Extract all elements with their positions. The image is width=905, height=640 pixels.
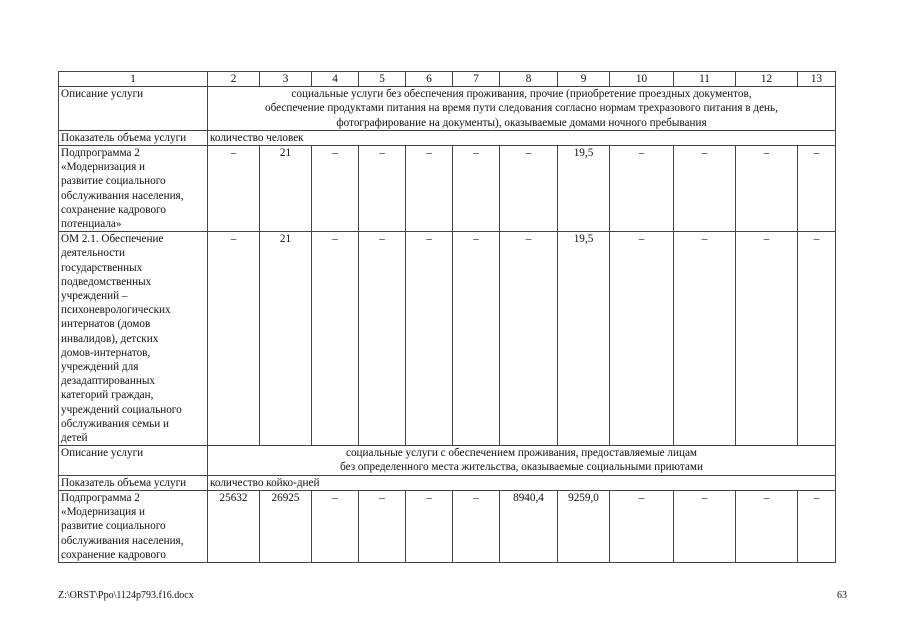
document-path: Z:\ORST\Ppo\1124p793.f16.docx — [58, 590, 194, 601]
row-value: – — [674, 490, 736, 562]
page-number: 63 — [837, 590, 847, 601]
volume-indicator-label: Показатель объема услуги — [59, 475, 208, 490]
col-number: 5 — [359, 72, 406, 87]
volume-indicator-row — [59, 130, 836, 145]
row-value: 26925 — [260, 490, 312, 562]
row-value: – — [736, 232, 798, 446]
row-value: – — [208, 146, 260, 232]
row-value: – — [312, 490, 359, 562]
row-value: – — [208, 232, 260, 446]
row-value: – — [674, 146, 736, 232]
row-value: – — [359, 490, 406, 562]
row-value: 19,5 — [558, 146, 610, 232]
volume-indicator-text: количество койко-дней — [208, 475, 836, 490]
service-description-text: социальные услуги без обеспечения проживания, прочие (приобретение проездных документов, обеспечение продуктами питания на время пути следования согласно нормам трехразового питания в день, фотографирование на документы), оказываемые домами ночного пребывания — [208, 87, 836, 131]
row-value: – — [406, 490, 453, 562]
row-value: 19,5 — [558, 232, 610, 446]
col-number: 11 — [674, 72, 736, 87]
row-value: – — [406, 232, 453, 446]
row-value: – — [359, 232, 406, 446]
table-row — [59, 490, 836, 562]
volume-indicator-text: количество человек — [208, 130, 836, 145]
row-value: – — [312, 146, 359, 232]
row-name: Подпрограмма 2 «Модернизация и развитие социального обслуживания населения, сохранение кадрового потенциала» — [59, 146, 208, 232]
row-value: – — [453, 146, 500, 232]
col-number: 1 — [59, 72, 208, 87]
row-value: – — [798, 146, 836, 232]
col-number: 10 — [610, 72, 674, 87]
row-value: – — [500, 232, 558, 446]
col-number: 7 — [453, 72, 500, 87]
col-number: 2 — [208, 72, 260, 87]
row-value: – — [610, 232, 674, 446]
row-value: 25632 — [208, 490, 260, 562]
table-row — [59, 232, 836, 446]
service-description-text: социальные услуги с обеспечением проживания, предоставляемые лицам без определенного места жительства, оказываемые социальными приютами — [208, 446, 836, 475]
service-description-label: Описание услуги — [59, 446, 208, 475]
data-table — [58, 71, 836, 563]
col-number: 8 — [500, 72, 558, 87]
row-value: – — [406, 146, 453, 232]
col-number: 13 — [798, 72, 836, 87]
service-description-row — [59, 87, 836, 131]
col-number: 4 — [312, 72, 359, 87]
row-value: – — [674, 232, 736, 446]
row-value: – — [453, 232, 500, 446]
volume-indicator-row — [59, 475, 836, 490]
row-value: – — [312, 232, 359, 446]
row-value: – — [359, 146, 406, 232]
row-value: 8940,4 — [500, 490, 558, 562]
column-number-row — [59, 72, 836, 87]
row-value: – — [500, 146, 558, 232]
row-value: 9259,0 — [558, 490, 610, 562]
row-value: – — [610, 490, 674, 562]
row-value: – — [736, 490, 798, 562]
row-value: – — [798, 490, 836, 562]
table-row — [59, 146, 836, 232]
row-value: 21 — [260, 232, 312, 446]
row-value: – — [798, 232, 836, 446]
col-number: 9 — [558, 72, 610, 87]
row-name: ОМ 2.1. Обеспечение деятельности государственных подведомственных учреждений – психоневрологических интернатов (домов инвалидов), детских домов-интернатов, учреждений для дезадаптированных категорий граждан, учреждений социального обслуживания семьи и детей — [59, 232, 208, 446]
row-name: Подпрограмма 2 «Модернизация и развитие социального обслуживания населения, сохранение кадрового — [59, 490, 208, 562]
row-value: 21 — [260, 146, 312, 232]
col-number: 3 — [260, 72, 312, 87]
col-number: 6 — [406, 72, 453, 87]
service-description-row — [59, 446, 836, 475]
col-number: 12 — [736, 72, 798, 87]
row-value: – — [453, 490, 500, 562]
row-value: – — [610, 146, 674, 232]
row-value: – — [736, 146, 798, 232]
service-description-label: Описание услуги — [59, 87, 208, 131]
volume-indicator-label: Показатель объема услуги — [59, 130, 208, 145]
